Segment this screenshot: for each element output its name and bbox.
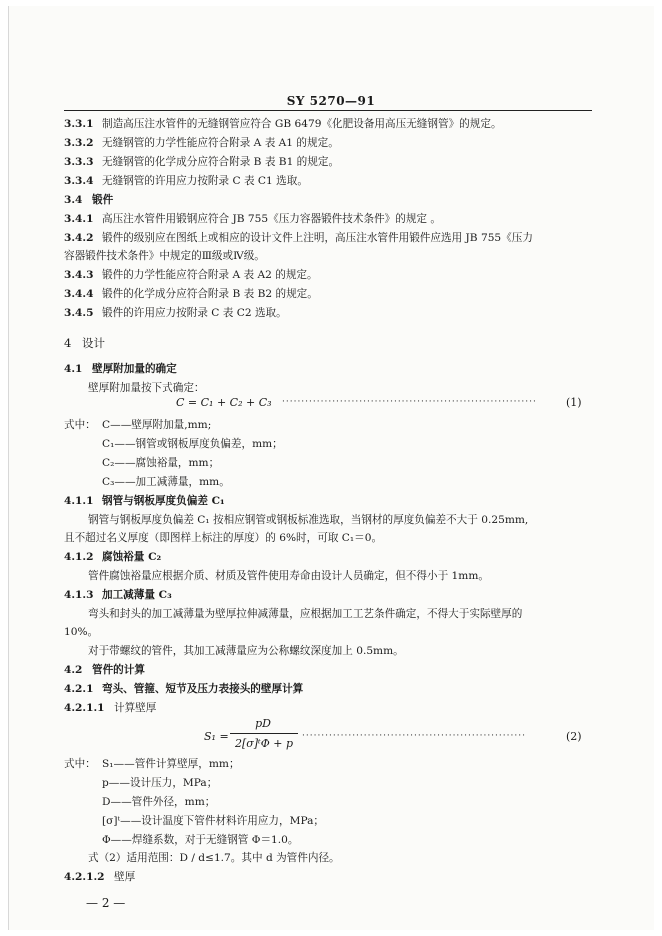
equation-1: C = C₁ + C₂ + C₃ bbox=[176, 396, 272, 409]
equation-2-denominator: 2[σ]ᵗΦ + p bbox=[234, 737, 294, 750]
clause-3-4-2-cont: 容器锻件技术条件》中规定的Ⅲ级或Ⅳ级。 bbox=[64, 250, 265, 262]
where-2-item: Φ——焊缝系数，对于无缝钢管 Φ＝1.0。 bbox=[102, 834, 299, 846]
section-3-4-heading: 3.4 锻件 bbox=[64, 194, 114, 206]
chapter-4-heading: 4 设计 bbox=[64, 336, 105, 350]
clause-3-4-4: 3.4.4 锻件的化学成分应符合附录 B 表 B2 的规定。 bbox=[64, 288, 318, 300]
section-4-1-2-heading: 4.1.2 腐蚀裕量 C₂ bbox=[64, 551, 162, 563]
equation-2-lhs: S₁ = bbox=[204, 730, 229, 743]
clause-3-3-2: 3.3.2 无缝钢管的力学性能应符合附录 A 表 A1 的规定。 bbox=[64, 137, 339, 149]
clause-3-3-3: 3.3.3 无缝钢管的化学成分应符合附录 B 表 B1 的规定。 bbox=[64, 156, 340, 168]
equation-1-number: (1) bbox=[566, 396, 582, 409]
clause-3-4-1: 3.4.1 高压注水管件用锻钢应符合 JB 755《压力容器锻件技术条件》的规定 。 bbox=[64, 213, 441, 225]
section-4-1-3-para: 弯头和封头的加工减薄量为壁厚拉伸减薄量，应根据加工工艺条件确定，不得大于实际壁厚的 bbox=[88, 608, 523, 620]
section-4-1-1-para-cont: 且不超过名义厚度（即图样上标注的厚度）的 6%时，可取 C₁＝0。 bbox=[64, 532, 383, 544]
equation-2-numerator: pD bbox=[255, 717, 271, 730]
equation-2-scope: 式（2）适用范围：D / d≤1.7。其中 d 为管件内径。 bbox=[88, 852, 340, 864]
clause-3-3-4: 3.3.4 无缝钢管的许用应力按附录 C 表 C1 选取。 bbox=[64, 175, 308, 187]
where-2-item: p——设计压力，MPa； bbox=[102, 777, 218, 789]
clause-3-3-1: 3.3.1 制造高压注水管件的无缝钢管应符合 GB 6479《化肥设备用高压无缝钢管》的规定。 bbox=[64, 118, 502, 130]
equation-2-leader: ·························································· bbox=[302, 731, 526, 741]
equation-1-leader: ·································································· bbox=[282, 397, 537, 407]
where-1-item: C₃——加工减薄量，mm。 bbox=[102, 476, 230, 488]
section-4-1-3-para-2: 对于带螺纹的管件，其加工减薄量应为公称螺纹深度加上 0.5mm。 bbox=[88, 645, 404, 657]
where-2-item: [σ]ᵗ——设计温度下管件材料许用应力，MPa； bbox=[102, 815, 325, 827]
section-4-1-3-para-cont: 10%。 bbox=[64, 626, 99, 638]
section-4-2-1-1-heading: 4.2.1.1 计算壁厚 bbox=[64, 702, 157, 714]
clause-3-4-5: 3.4.5 锻件的许用应力按附录 C 表 C2 选取。 bbox=[64, 307, 287, 319]
section-4-1-intro: 壁厚附加量按下式确定： bbox=[88, 382, 205, 394]
where-1-lead: 式中： bbox=[64, 419, 96, 431]
section-4-1-2-para: 管件腐蚀裕量应根据介质、材质及管件使用寿命由设计人员确定，但不得小于 1mm。 bbox=[88, 570, 489, 582]
equation-2-fraction-bar bbox=[230, 733, 298, 734]
clause-3-4-2: 3.4.2 锻件的级别应在图纸上或相应的设计文件上注明，高压注水管件用锻件应选用 JB 755《压力 bbox=[64, 232, 533, 244]
where-1-item: C——壁厚附加量,mm; bbox=[102, 419, 212, 431]
section-4-1-heading: 4.1 壁厚附加量的确定 bbox=[64, 363, 177, 375]
where-2-item: S₁——管件计算壁厚，mm； bbox=[102, 758, 240, 770]
where-2-lead: 式中： bbox=[64, 758, 96, 770]
header-rule bbox=[64, 110, 592, 111]
where-2-item: D——管件外径，mm； bbox=[102, 796, 216, 808]
where-1-item: C₂——腐蚀裕量，mm； bbox=[102, 457, 220, 469]
where-1-item: C₁——钢管或钢板厚度负偏差，mm； bbox=[102, 438, 283, 450]
section-4-2-heading: 4.2 管件的计算 bbox=[64, 664, 145, 676]
section-4-1-1-heading: 4.1.1 钢管与钢板厚度负偏差 C₁ bbox=[64, 495, 225, 507]
section-4-1-3-heading: 4.1.3 加工减薄量 C₃ bbox=[64, 589, 172, 601]
section-4-2-1-heading: 4.2.1 弯头、管箍、短节及压力表接头的壁厚计算 bbox=[64, 683, 304, 695]
page-number: — 2 — bbox=[86, 896, 126, 910]
section-4-1-1-para: 钢管与钢板厚度负偏差 C₁ 按相应钢管或钢板标准选取，当钢材的厚度负偏差不大于 0.25mm, bbox=[88, 514, 529, 526]
standard-header: SY 5270—91 bbox=[286, 94, 376, 108]
section-4-2-1-2-heading: 4.2.1.2 壁厚 bbox=[64, 871, 136, 883]
clause-3-4-3: 3.4.3 锻件的力学性能应符合附录 A 表 A2 的规定。 bbox=[64, 269, 318, 281]
equation-2-number: (2) bbox=[566, 730, 582, 743]
